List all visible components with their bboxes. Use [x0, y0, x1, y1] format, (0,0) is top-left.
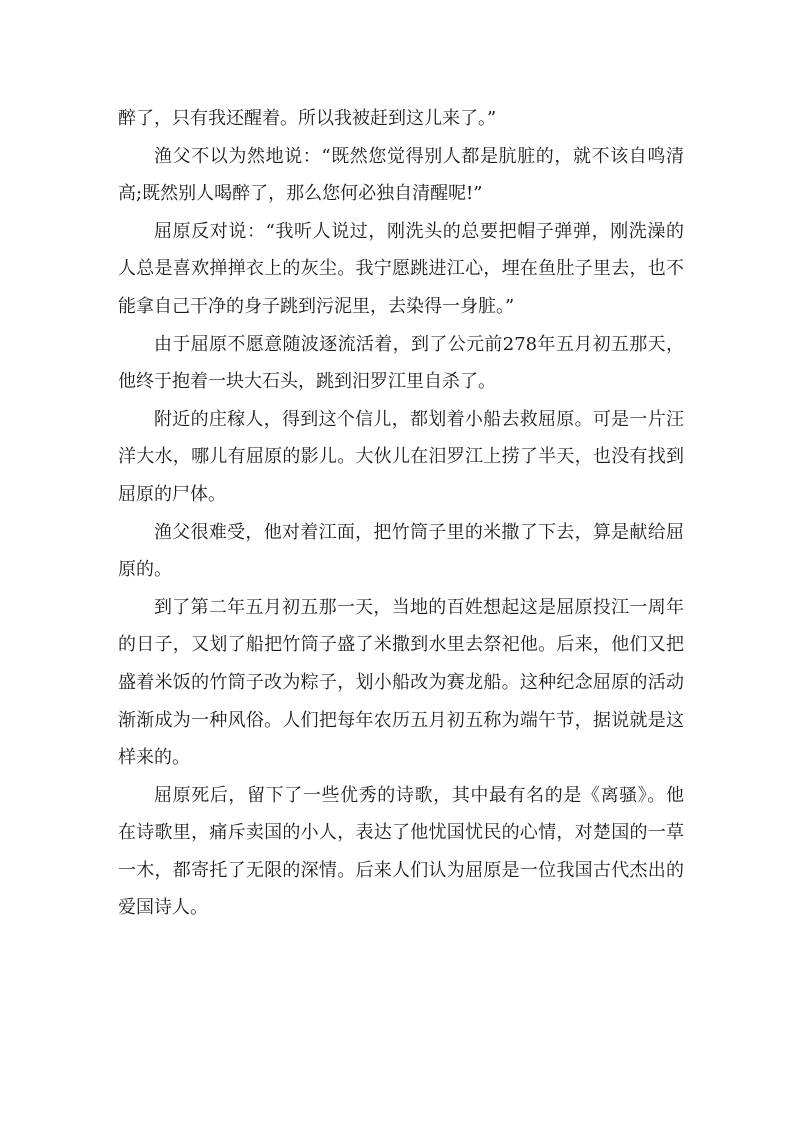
paragraph-3: 屈原反对说：“我听人说过，刚洗头的总要把帽子弹弹，刚洗澡的人总是喜欢掸掸衣上的灰尘。我宁愿跳进江心，埋在鱼肚子里去，也不能拿自己干净的身子跳到污泥里，去染得一身脏。”	[118, 220, 684, 317]
paragraph-8: 屈原死后，留下了一些优秀的诗歌，其中最有名的是《离骚》。他在诗歌里，痛斥卖国的小人，表达了他忧国忧民的心情，对楚国的一草一木，都寄托了无限的深情。后来人们认为屈原是一位我国古代杰出的爱国诗人。	[118, 784, 684, 919]
paragraph-1: 醉了，只有我还醒着。所以我被赶到这儿来了。”	[118, 108, 497, 129]
paragraph-5: 附近的庄稼人，得到这个信儿，都划着小船去救屈原。可是一片汪洋大水，哪儿有屈原的影儿。大伙儿在汨罗江上捞了半天，也没有找到屈原的尸体。	[118, 408, 684, 505]
paragraph-7: 到了第二年五月初五那一天，当地的百姓想起这是屈原投江一周年的日子，又划了船把竹筒子盛了米撒到水里去祭祀他。后来，他们又把盛着米饭的竹筒子改为粽子，划小船改为赛龙船。这种纪念屈原的活动渐渐成为一种风俗。人们把每年农历五月初五称为端午节，据说就是这样来的。	[118, 596, 684, 769]
paragraph-2: 渔父不以为然地说：“既然您觉得别人都是肮脏的，就不该自鸣清高;既然别人喝醉了，那么您何必独自清醒呢!”	[118, 145, 684, 205]
paragraph-6: 渔父很难受，他对着江面，把竹筒子里的米撒了下去，算是献给屈原的。	[118, 521, 684, 581]
paragraph-4: 由于屈原不愿意随波逐流活着，到了公元前278年五月初五那天，他终于抱着一块大石头，跳到汨罗江里自杀了。	[118, 333, 684, 393]
document-body	[118, 100, 684, 927]
